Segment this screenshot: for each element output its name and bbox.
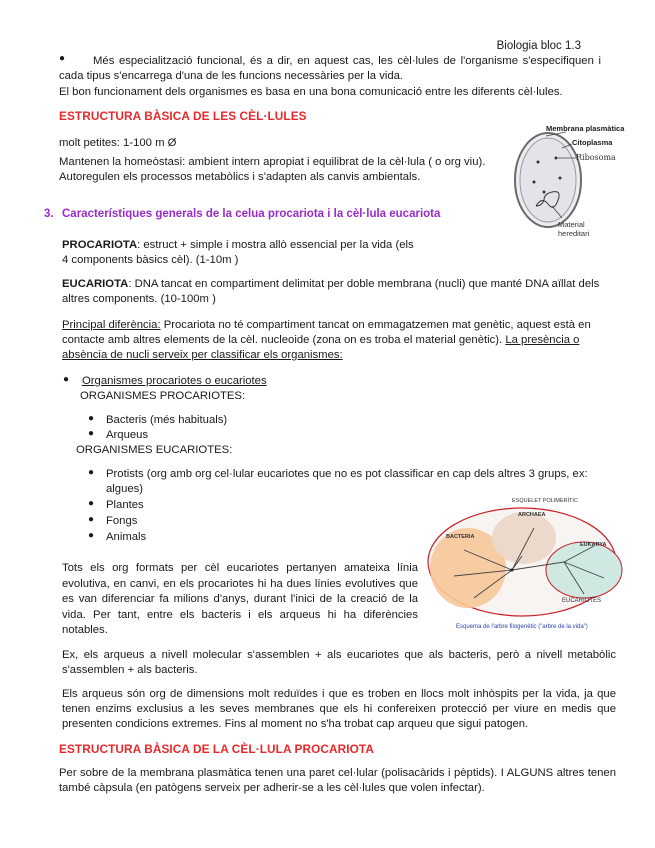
bullet-dot: ● <box>59 53 66 64</box>
section-3-number: 3. <box>44 208 54 220</box>
prokaryote-text: : estruct + simple i mostra allò essencial per la vida (els 4 components bàsics cèl). (1-10m ) <box>62 239 414 266</box>
tree-label-bacteria: BACTERIA <box>446 534 475 540</box>
label-cytoplasm: Citoplasma <box>572 138 613 147</box>
prokaryote-structure-text: Per sobre de la membrana plasmàtica tenen una paret cel·lular (polisacàrids i pèptids). I ALGUNS altres tenen també càpsula (en patògens serveix per adherir-se a les cèl·lules que volen infectar). <box>59 767 616 794</box>
phylogenetic-tree-figure <box>424 498 630 632</box>
list-item: Protists (org amb org cel·lular eucariotes que no es pot classificar en cap dels altres 3 grups, ex: algues) <box>106 468 588 495</box>
difference-text: Procariota no té compartiment tancat on emmagatzemen mat genètic, aquest està en contacte amb altres elements de la cèl. nucleoide (zona on es troba el material genètic). <box>62 319 591 346</box>
prokaryote-cell-figure <box>506 122 624 244</box>
bullet-dot: ● <box>88 428 95 439</box>
intro-paragraph: El bon funcionament dels organismes es basa en una bona comunicació entre les diferents cèl·lules. <box>59 86 563 98</box>
list-item: Arqueus <box>106 429 149 441</box>
list-item: Fongs <box>106 515 138 527</box>
list-item: Plantes <box>106 499 144 511</box>
label-ribosome: Ribosoma <box>576 153 616 162</box>
bullet-dot: ● <box>88 514 95 525</box>
prokaryote-term: PROCARIOTA <box>62 239 138 251</box>
tree-label-eucariotes: EUCARIOTES <box>562 598 602 604</box>
prokaryote-definition <box>62 238 422 268</box>
label-material: Material hereditari <box>558 220 590 238</box>
section-heading-prokaryote-structure: ESTRUCTURA BÀSICA DE LA CÈL·LULA PROCARIOTA <box>59 742 374 756</box>
evolution-paragraph: Tots els org formats per cèl eucariotes pertanyen amateixa línia evolutiva, en canvi, en els procariotes hi ha dues línies evolutives que es van diferenciar fa milions d'anys, durant l'inici de la creació de la vida. Per tant, entre els bacteris i els arqueus hi ha diferències notables. <box>62 562 418 637</box>
eukaryote-organisms-header: ORGANISMES EUCARIOTES: <box>76 444 233 456</box>
homeostasis-text: Mantenen la homeòstasi: ambient intern apropiat i equilibrat de la cèl·lula ( o org viu). Autoregulen els processos metabòlics i s'adapten als canvis ambientals. <box>59 156 486 183</box>
running-header: Biologia bloc 1.3 <box>496 40 581 52</box>
label-membrane: Membrana plasmàtica <box>546 124 625 133</box>
intro-bullet-text: Més especialització funcional, és a dir, en aquest cas, les cèl·lules de l'organisme s'especifiquen i cada tipus s'encarrega d'una de les funcions necessàries per la vida. <box>59 55 601 82</box>
tree-label-eukarya: EUKARYA <box>580 542 607 548</box>
archaea-description-paragraph: Els arqueus són org de dimensions molt reduïdes i que es troben en llocs molt inhòspits per la vida, ja que tenen enzims exclusius a les seves membranes que els hi confereixen protecció per viure en medis que presenten condicions extremes. Fins al moment no s'ha trobat cap arqueu que sigui patogen. <box>62 688 616 730</box>
bullet-dot: ● <box>63 374 70 385</box>
eukaryote-text: : DNA tancat en compartiment delimitat per doble membrana (nucli) que manté DNA aïllat dels altres components. (10-100m ) <box>62 278 600 305</box>
principal-difference <box>62 318 622 363</box>
list-item: Animals <box>106 531 147 543</box>
bullet-dot: ● <box>88 467 95 478</box>
tree-label-top: ESQUELET POLIMERÍTIC <box>512 498 578 504</box>
difference-label: Principal diferència: <box>62 319 161 331</box>
organisms-title: Organismes procariotes o eucariotes <box>82 375 267 387</box>
prokaryote-organisms-header: ORGANISMES PROCARIOTES: <box>80 390 246 402</box>
tree-caption: Esquema de l'arbre filogenètic ("arbre de la vida") <box>456 624 588 630</box>
bullet-dot: ● <box>88 498 95 509</box>
bullet-dot: ● <box>88 530 95 541</box>
difference-underlined: La presència o absència de nucli serveix per classificar els organismes: <box>62 334 580 361</box>
tree-label-archaea: ARCHAEA <box>518 512 546 518</box>
section-3-heading: Característiques generals de la celua procariota i la cèl·lula eucariota <box>62 208 441 220</box>
bullet-dot: ● <box>88 413 95 424</box>
section-heading-cells: ESTRUCTURA BÀSICA DE LES CÈL·LULES <box>59 109 307 123</box>
list-item: Bacteris (més habituals) <box>106 414 228 426</box>
cell-size-line: molt petites: 1-100 m Ø <box>59 137 177 149</box>
eukaryote-definition <box>62 277 622 307</box>
eukaryote-term: EUCARIOTA <box>62 278 129 290</box>
archaea-molecular-paragraph: Ex, els arqueus a nivell molecular s'assemblen + als eucariotes que als bacteris, però a nivell metabòlic s'assemblen + als bacteris. <box>62 649 616 676</box>
